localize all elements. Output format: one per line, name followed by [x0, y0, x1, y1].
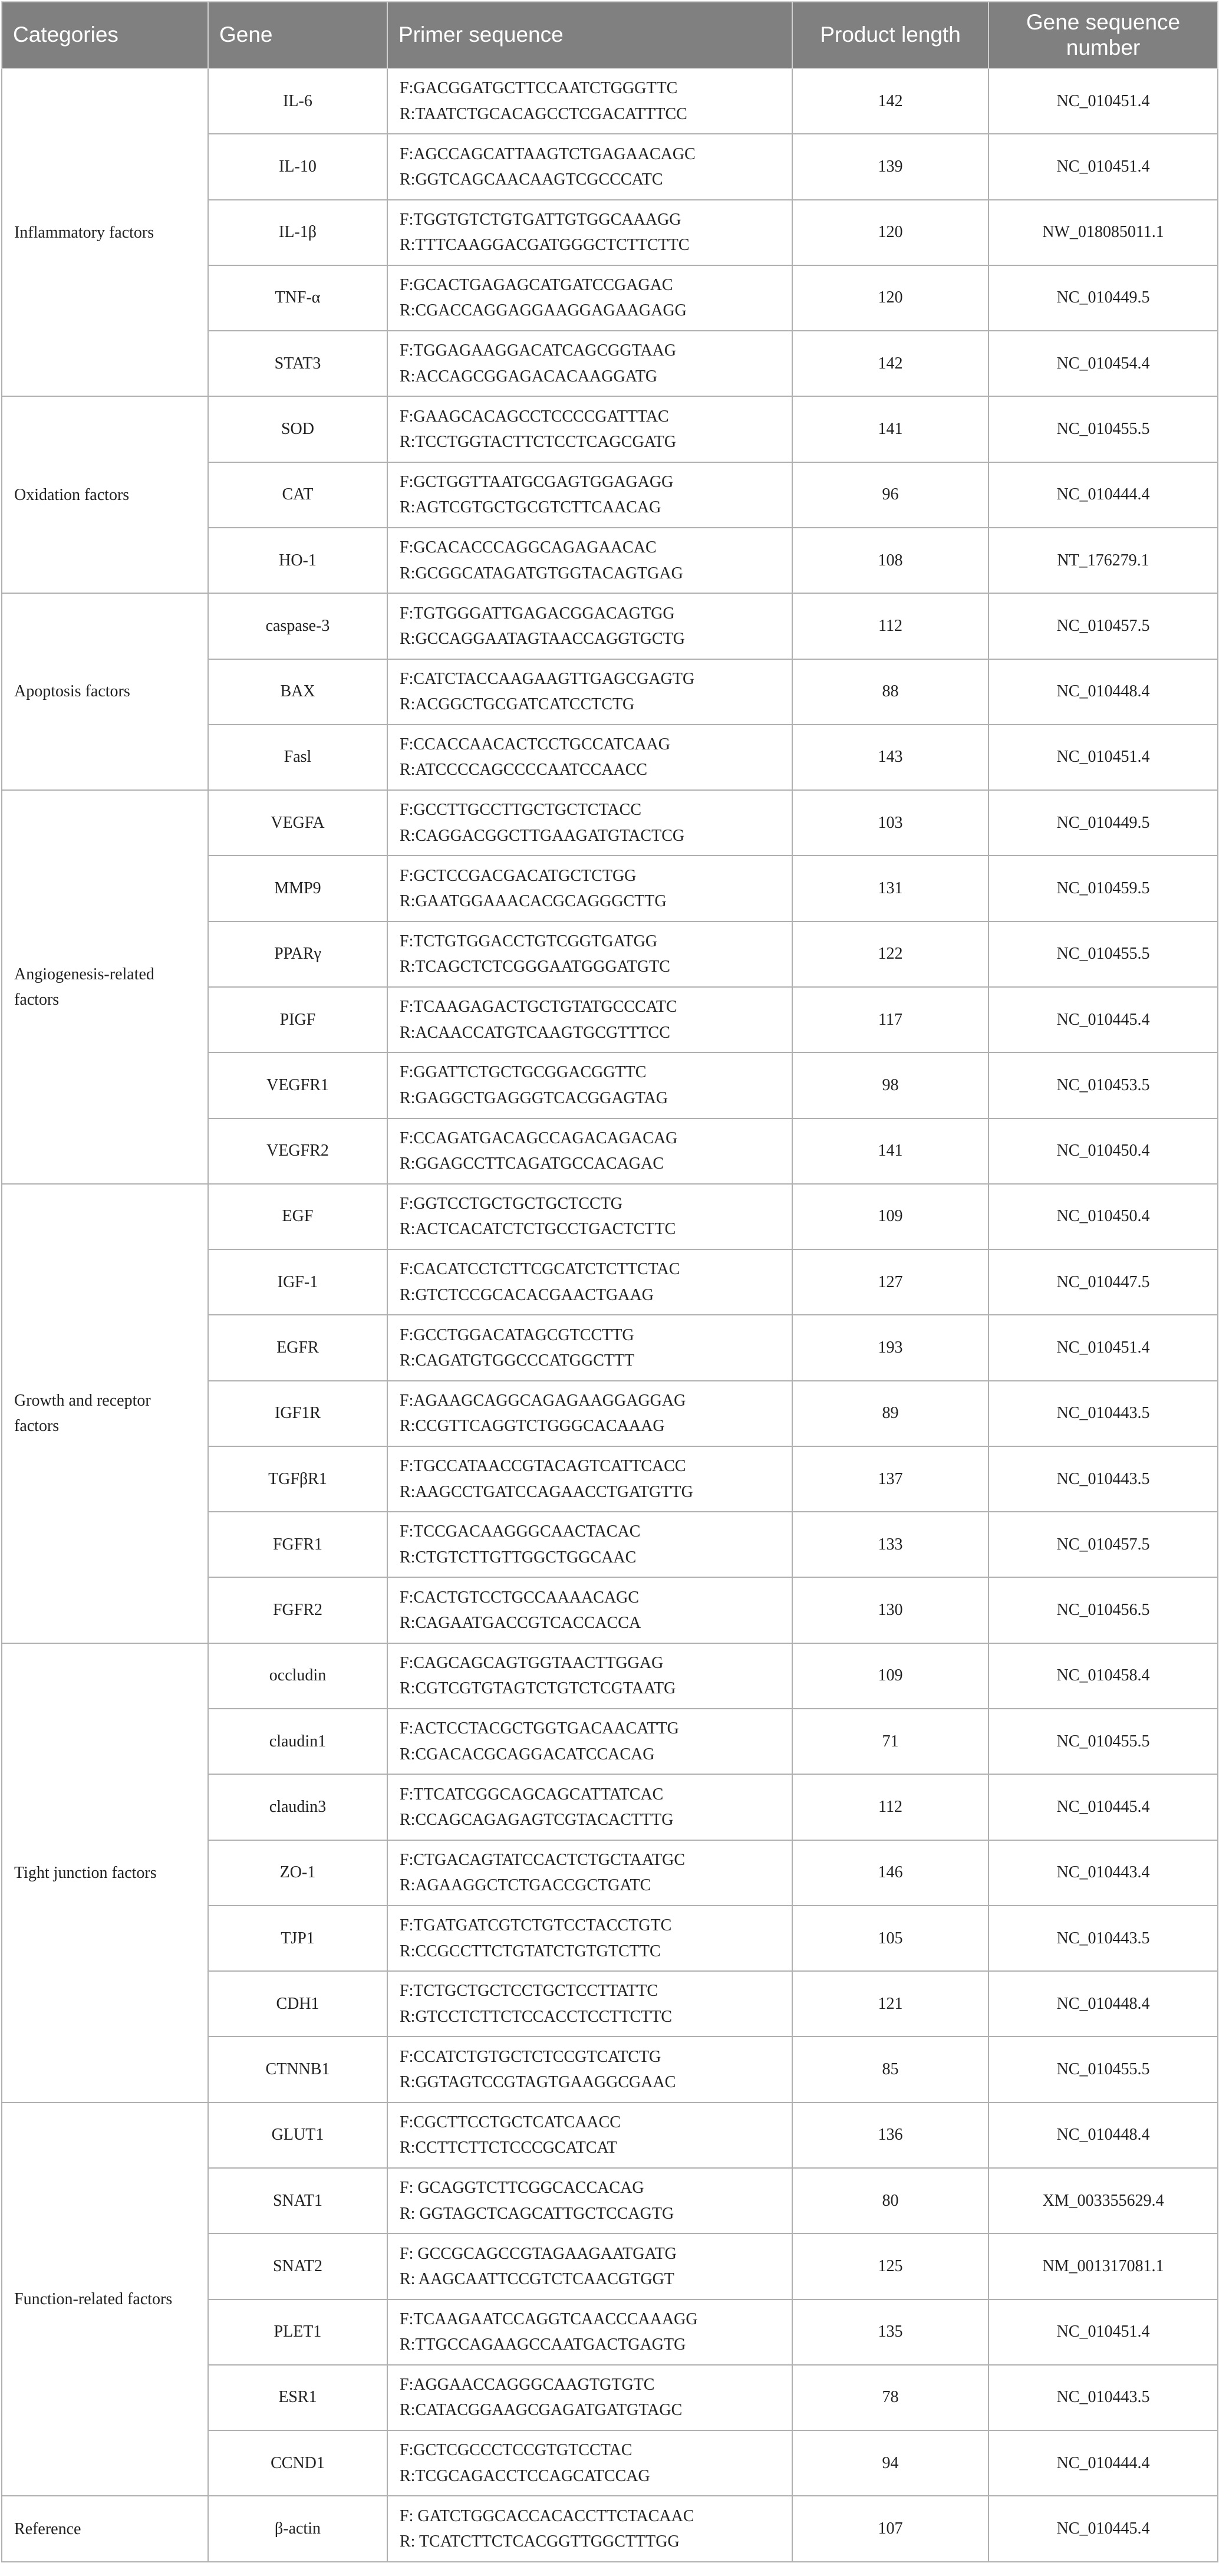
reverse-primer: R:GGTAGTCCGTAGTGAAGGCGAAC	[400, 2073, 676, 2092]
primer-sequence-cell	[387, 68, 792, 134]
gene-cell: CTNNB1	[208, 2037, 387, 2102]
product-length-cell: 131	[792, 856, 989, 921]
forward-primer: F:ACTCCTACGCTGGTGACAACATTG	[400, 1719, 679, 1738]
forward-primer: F:AGGAACCAGGGCAAGTGTGTC	[400, 2376, 655, 2394]
forward-primer: F:TCCGACAAGGGCAACTACAC	[400, 1522, 641, 1541]
forward-primer: F:GCTCCGACGACATGCTCTGG	[400, 866, 637, 885]
product-length-cell: 136	[792, 2103, 989, 2168]
primer-sequence-cell	[387, 2103, 792, 2168]
primer-sequence-cell	[387, 528, 792, 593]
gene-sequence-number-cell: NC_010443.4	[989, 1840, 1218, 1906]
forward-primer: F:GCCTGGACATAGCGTCCTTG	[400, 1325, 634, 1344]
reverse-primer: R:GTCCTCTTCTCCACCTCCTTCTTC	[400, 2007, 673, 2026]
reverse-primer: R:ACGGCTGCGATCATCCTCTG	[400, 695, 635, 714]
reverse-primer: R:CCGCCTTCTGTATCTGTGTCTTC	[400, 1942, 661, 1960]
product-length-cell: 130	[792, 1577, 989, 1643]
gene-sequence-number-cell: NC_010450.4	[989, 1184, 1218, 1249]
gene-cell: FGFR1	[208, 1512, 387, 1577]
reverse-primer: R:GAATGGAAACACGCAGGGCTTG	[400, 892, 667, 911]
gene-cell: VEGFR1	[208, 1052, 387, 1118]
primer-sequence-cell	[387, 2365, 792, 2430]
primer-sequence-cell	[387, 1315, 792, 1380]
gene-cell: IGF1R	[208, 1381, 387, 1446]
gene-cell: IL-1β	[208, 200, 387, 265]
forward-primer: F:TCTGTGGACCTGTCGGTGATGG	[400, 932, 658, 950]
primer-sequence-cell	[387, 2168, 792, 2233]
reverse-primer: R:CCAGCAGAGAGTCGTACACTTTG	[400, 1810, 674, 1829]
gene-cell: IL-6	[208, 68, 387, 134]
gene-cell: BAX	[208, 659, 387, 725]
gene-cell: TNF-α	[208, 265, 387, 331]
reverse-primer: R:ACAACCATGTCAAGTGCGTTTCC	[400, 1023, 670, 1042]
gene-cell: claudin1	[208, 1709, 387, 1774]
gene-sequence-number-cell: NC_010457.5	[989, 1512, 1218, 1577]
gene-cell: VEGFA	[208, 790, 387, 856]
forward-primer: F:TCAAGAATCCAGGTCAACCCAAAGG	[400, 2309, 698, 2328]
gene-sequence-number-cell: NC_010449.5	[989, 265, 1218, 331]
product-length-cell: 121	[792, 1971, 989, 2037]
gene-sequence-number-cell: NC_010455.5	[989, 922, 1218, 987]
product-length-cell: 112	[792, 1774, 989, 1840]
reverse-primer: R:ACCAGCGGAGACACAAGGATG	[400, 367, 658, 386]
primer-sequence-cell	[387, 2496, 792, 2562]
reverse-primer: R:GCCAGGAATAGTAACCAGGTGCTG	[400, 629, 685, 648]
primer-sequence-cell	[387, 1840, 792, 1906]
forward-primer: F:CATCTACCAAGAAGTTGAGCGAGTG	[400, 669, 695, 688]
primer-sequence-cell	[387, 1052, 792, 1118]
product-length-cell: 117	[792, 987, 989, 1052]
product-length-cell: 78	[792, 2365, 989, 2430]
gene-cell: β-actin	[208, 2496, 387, 2562]
product-length-cell: 133	[792, 1512, 989, 1577]
forward-primer: F:TCAAGAGACTGCTGTATGCCCATC	[400, 998, 677, 1016]
reverse-primer: R:CGACACGCAGGACATCCACAG	[400, 1745, 655, 1764]
gene-cell: PIGF	[208, 987, 387, 1052]
reverse-primer: R:GAGGCTGAGGGTCACGGAGTAG	[400, 1088, 668, 1107]
primer-sequence-cell	[387, 331, 792, 396]
gene-sequence-number-cell: NC_010447.5	[989, 1249, 1218, 1315]
primer-sequence-cell	[387, 1184, 792, 1249]
product-length-cell: 94	[792, 2430, 989, 2496]
primer-sequence-cell	[387, 856, 792, 921]
reverse-primer: R:CGTCGTGTAGTCTGTCTCGTAATG	[400, 1679, 676, 1698]
primer-sequence-cell	[387, 1643, 792, 1709]
reverse-primer: R:TTTCAAGGACGATGGGCTCTTCTTC	[400, 236, 690, 255]
primer-sequence-cell	[387, 1512, 792, 1577]
forward-primer: F:AGCCAGCATTAAGTCTGAGAACAGC	[400, 144, 696, 163]
forward-primer: F:GACGGATGCTTCCAATCTGGGTTC	[400, 79, 678, 98]
gene-cell: occludin	[208, 1643, 387, 1709]
product-length-cell: 88	[792, 659, 989, 725]
product-length-cell: 120	[792, 265, 989, 331]
primer-sequence-cell	[387, 2037, 792, 2102]
gene-sequence-number-cell: NC_010444.4	[989, 462, 1218, 528]
reverse-primer: R:CGACCAGGAGGAAGGAGAAGAGG	[400, 301, 687, 320]
gene-cell: IL-10	[208, 134, 387, 199]
table-row	[2, 2103, 1218, 2168]
gene-sequence-number-cell: NC_010451.4	[989, 2299, 1218, 2365]
primer-sequence-cell	[387, 1971, 792, 2037]
gene-cell: IGF-1	[208, 1249, 387, 1315]
header-row	[2, 2, 1218, 68]
gene-sequence-number-cell: NC_010451.4	[989, 725, 1218, 790]
gene-cell: TGFβR1	[208, 1446, 387, 1512]
forward-primer: F:GCTCGCCCTCCGTGTCCTAC	[400, 2441, 632, 2460]
primer-sequence-cell	[387, 1774, 792, 1840]
gene-cell: SNAT2	[208, 2233, 387, 2299]
product-length-cell: 109	[792, 1643, 989, 1709]
gene-sequence-number-cell: NC_010453.5	[989, 1052, 1218, 1118]
gene-cell: SOD	[208, 396, 387, 462]
product-length-cell: 108	[792, 528, 989, 593]
header-product-length: Product length	[792, 2, 989, 68]
header-gene: Gene	[208, 2, 387, 68]
gene-cell: FGFR2	[208, 1577, 387, 1643]
primer-sequence-cell	[387, 2299, 792, 2365]
table-row	[2, 790, 1218, 856]
gene-cell: TJP1	[208, 1906, 387, 1971]
forward-primer: F: GCAGGTCTTCGGCACCACAG	[400, 2179, 644, 2197]
reverse-primer: R: GGTAGCTCAGCATTGCTCCAGTG	[400, 2204, 674, 2223]
reverse-primer: R:CAGGACGGCTTGAAGATGTACTCG	[400, 826, 685, 845]
table-row	[2, 396, 1218, 462]
product-length-cell: 127	[792, 1249, 989, 1315]
product-length-cell: 135	[792, 2299, 989, 2365]
reverse-primer: R:GTCTCCGCACACGAACTGAAG	[400, 1285, 654, 1304]
forward-primer: F:CAGCAGCAGTGGTAACTTGGAG	[400, 1654, 664, 1672]
forward-primer: F:GCACTGAGAGCATGATCCGAGAC	[400, 276, 673, 295]
gene-cell: CAT	[208, 462, 387, 528]
product-length-cell: 139	[792, 134, 989, 199]
forward-primer: F:TGGAGAAGGACATCAGCGGTAAG	[400, 341, 677, 360]
product-length-cell: 120	[792, 200, 989, 265]
table-row	[2, 2496, 1218, 2562]
gene-cell: caspase-3	[208, 593, 387, 659]
forward-primer: F:TGTGGGATTGAGACGGACAGTGG	[400, 604, 675, 623]
forward-primer: F:TCTGCTGCTCCTGCTCCTTATTC	[400, 1982, 658, 2001]
forward-primer: F:GCACACCCAGGCAGAGAACAC	[400, 538, 657, 557]
gene-cell: EGF	[208, 1184, 387, 1249]
product-length-cell: 143	[792, 725, 989, 790]
forward-primer: F:CCAGATGACAGCCAGACAGACAG	[400, 1129, 678, 1147]
product-length-cell: 98	[792, 1052, 989, 1118]
gene-cell: CDH1	[208, 1971, 387, 2037]
primer-sequence-cell	[387, 790, 792, 856]
header-gene-sequence-number: Gene sequence number	[989, 2, 1218, 68]
product-length-cell: 146	[792, 1840, 989, 1906]
gene-cell: EGFR	[208, 1315, 387, 1380]
reverse-primer: R:TAATCTGCACAGCCTCGACATTTCC	[400, 104, 687, 123]
primer-sequence-cell	[387, 1381, 792, 1446]
reverse-primer: R:CAGAATGACCGTCACCACCA	[400, 1614, 641, 1633]
gene-cell: PPARγ	[208, 922, 387, 987]
product-length-cell: 80	[792, 2168, 989, 2233]
primer-sequence-cell	[387, 1118, 792, 1184]
product-length-cell: 193	[792, 1315, 989, 1380]
forward-primer: F:GAAGCACAGCCTCCCCGATTTAC	[400, 407, 669, 426]
primer-sequence-cell	[387, 593, 792, 659]
forward-primer: F:TTCATCGGCAGCAGCATTATCAC	[400, 1785, 664, 1804]
gene-cell: PLET1	[208, 2299, 387, 2365]
table-row	[2, 68, 1218, 134]
product-length-cell: 89	[792, 1381, 989, 1446]
gene-sequence-number-cell: NC_010450.4	[989, 1118, 1218, 1184]
category-cell: Inflammatory factors	[2, 68, 208, 396]
reverse-primer: R:CTGTCTTGTTGGCTGGCAAC	[400, 1548, 637, 1567]
reverse-primer: R:AAGCCTGATCCAGAACCTGATGTTG	[400, 1482, 693, 1501]
gene-sequence-number-cell: NC_010456.5	[989, 1577, 1218, 1643]
gene-sequence-number-cell: NC_010448.4	[989, 1971, 1218, 2037]
gene-sequence-number-cell: NC_010448.4	[989, 659, 1218, 725]
primer-sequence-cell	[387, 1249, 792, 1315]
product-length-cell: 85	[792, 2037, 989, 2102]
table-row	[2, 1643, 1218, 1709]
reverse-primer: R:TCAGCTCTCGGGAATGGGATGTC	[400, 958, 670, 976]
gene-cell: ZO-1	[208, 1840, 387, 1906]
product-length-cell: 122	[792, 922, 989, 987]
primer-sequence-cell	[387, 2233, 792, 2299]
gene-sequence-number-cell: NC_010445.4	[989, 1774, 1218, 1840]
product-length-cell: 141	[792, 396, 989, 462]
reverse-primer: R:AGAAGGCTCTGACCGCTGATC	[400, 1876, 651, 1895]
product-length-cell: 142	[792, 68, 989, 134]
category-cell: Reference	[2, 2496, 208, 2562]
gene-cell: ESR1	[208, 2365, 387, 2430]
primer-sequence-cell	[387, 1906, 792, 1971]
reverse-primer: R:CCTTCTTCTCCCGCATCAT	[400, 2139, 617, 2157]
table-body	[2, 68, 1218, 2562]
category-cell: Growth and receptor factors	[2, 1184, 208, 1643]
gene-cell: MMP9	[208, 856, 387, 921]
gene-sequence-number-cell: NC_010449.5	[989, 790, 1218, 856]
gene-sequence-number-cell: NC_010458.4	[989, 1643, 1218, 1709]
gene-cell: VEGFR2	[208, 1118, 387, 1184]
reverse-primer: R:CCGTTCAGGTCTGGGCACAAAG	[400, 1417, 665, 1436]
gene-sequence-number-cell: NC_010443.5	[989, 1381, 1218, 1446]
product-length-cell: 103	[792, 790, 989, 856]
primer-sequence-cell	[387, 1446, 792, 1512]
gene-cell: Fasl	[208, 725, 387, 790]
forward-primer: F:GGTCCTGCTGCTGCTCCTG	[400, 1195, 623, 1213]
product-length-cell: 142	[792, 331, 989, 396]
gene-sequence-number-cell: XM_003355629.4	[989, 2168, 1218, 2233]
primer-sequence-cell	[387, 396, 792, 462]
forward-primer: F:CACTGTCCTGCCAAAACAGC	[400, 1588, 640, 1607]
header-primer-sequence: Primer sequence	[387, 2, 792, 68]
gene-sequence-number-cell: NC_010443.5	[989, 1446, 1218, 1512]
table-row	[2, 593, 1218, 659]
gene-sequence-number-cell: NC_010448.4	[989, 2103, 1218, 2168]
category-cell: Angiogenesis-related factors	[2, 790, 208, 1184]
gene-sequence-number-cell: NC_010443.5	[989, 1906, 1218, 1971]
reverse-primer: R:TTGCCAGAAGCCAATGACTGAGTG	[400, 2335, 686, 2354]
primer-sequence-cell	[387, 134, 792, 199]
forward-primer: F:CCATCTGTGCTCTCCGTCATCTG	[400, 2047, 661, 2066]
product-length-cell: 112	[792, 593, 989, 659]
reverse-primer: R:ACTCACATCTCTGCCTGACTCTTC	[400, 1220, 676, 1239]
gene-sequence-number-cell: NC_010444.4	[989, 2430, 1218, 2496]
gene-cell: GLUT1	[208, 2103, 387, 2168]
gene-sequence-number-cell: NM_001317081.1	[989, 2233, 1218, 2299]
gene-cell: STAT3	[208, 331, 387, 396]
forward-primer: F:CCACCAACACTCCTGCCATCAAG	[400, 735, 670, 754]
forward-primer: F:CACATCCTCTTCGCATCTCTTCTAC	[400, 1260, 680, 1279]
table-row	[2, 1184, 1218, 1249]
gene-sequence-number-cell: NC_010455.5	[989, 2037, 1218, 2102]
reverse-primer: R:CAGATGTGGCCCATGGCTTT	[400, 1351, 635, 1370]
gene-sequence-number-cell: NC_010451.4	[989, 68, 1218, 134]
reverse-primer: R:GGTCAGCAACAAGTCGCCCATC	[400, 170, 663, 189]
gene-sequence-number-cell: NC_010451.4	[989, 1315, 1218, 1380]
gene-cell: HO-1	[208, 528, 387, 593]
reverse-primer: R: TCATCTTCTCACGGTTGGCTTTGG	[400, 2532, 680, 2551]
gene-cell: SNAT1	[208, 2168, 387, 2233]
forward-primer: F: GATCTGGCACCACACCTTCTACAAC	[400, 2506, 694, 2525]
gene-sequence-number-cell: NC_010445.4	[989, 987, 1218, 1052]
forward-primer: F:CTGACAGTATCCACTCTGCTAATGC	[400, 1850, 685, 1869]
product-length-cell: 105	[792, 1906, 989, 1971]
product-length-cell: 125	[792, 2233, 989, 2299]
forward-primer: F: GCCGCAGCCGTAGAAGAATGATG	[400, 2244, 677, 2263]
gene-sequence-number-cell: NT_176279.1	[989, 528, 1218, 593]
gene-cell: claudin3	[208, 1774, 387, 1840]
reverse-primer: R:CATACGGAAGCGAGATGATGTAGC	[400, 2401, 683, 2420]
category-cell: Tight junction factors	[2, 1643, 208, 2103]
primer-sequence-cell	[387, 725, 792, 790]
product-length-cell: 96	[792, 462, 989, 528]
product-length-cell: 107	[792, 2496, 989, 2562]
forward-primer: F:TGATGATCGTCTGTCCTACCTGTC	[400, 1916, 672, 1935]
reverse-primer: R:ATCCCCAGCCCCAATCCAACC	[400, 761, 648, 779]
primer-sequence-cell	[387, 987, 792, 1052]
primer-sequence-cell	[387, 1709, 792, 1774]
gene-sequence-number-cell: NC_010451.4	[989, 134, 1218, 199]
gene-cell: CCND1	[208, 2430, 387, 2496]
gene-sequence-number-cell: NC_010459.5	[989, 856, 1218, 921]
forward-primer: F:GCTGGTTAATGCGAGTGGAGAGG	[400, 472, 674, 491]
forward-primer: F:CGCTTCCTGCTCATCAACC	[400, 2113, 621, 2131]
primer-table	[1, 1, 1218, 2562]
forward-primer: F:GCCTTGCCTTGCTGCTCTACC	[400, 801, 642, 820]
forward-primer: F:TGCCATAACCGTACAGTCATTCACC	[400, 1457, 686, 1476]
primer-sequence-cell	[387, 200, 792, 265]
reverse-primer: R:AGTCGTGCTGCGTCTTCAACAG	[400, 498, 661, 517]
gene-sequence-number-cell: NC_010454.4	[989, 331, 1218, 396]
reverse-primer: R:GCGGCATAGATGTGGTACAGTGAG	[400, 564, 683, 583]
primer-sequence-cell	[387, 265, 792, 331]
gene-sequence-number-cell: NC_010457.5	[989, 593, 1218, 659]
primer-sequence-cell	[387, 1577, 792, 1643]
primer-sequence-cell	[387, 2430, 792, 2496]
primer-sequence-cell	[387, 659, 792, 725]
product-length-cell: 71	[792, 1709, 989, 1774]
reverse-primer: R:TCCTGGTACTTCTCCTCAGCGATG	[400, 433, 677, 452]
gene-sequence-number-cell: NC_010445.4	[989, 2496, 1218, 2562]
category-cell: Function-related factors	[2, 2103, 208, 2496]
gene-sequence-number-cell: NC_010455.5	[989, 1709, 1218, 1774]
gene-sequence-number-cell: NC_010455.5	[989, 396, 1218, 462]
forward-primer: F:GGATTCTGCTGCGGACGGTTC	[400, 1063, 647, 1082]
category-cell: Oxidation factors	[2, 396, 208, 593]
reverse-primer: R: AAGCAATTCCGTCTCAACGTGGT	[400, 2269, 674, 2288]
gene-sequence-number-cell: NC_010443.5	[989, 2365, 1218, 2430]
category-cell: Apoptosis factors	[2, 593, 208, 790]
gene-sequence-number-cell: NW_018085011.1	[989, 200, 1218, 265]
reverse-primer: R:TCGCAGACCTCCAGCATCCAG	[400, 2466, 650, 2485]
forward-primer: F:AGAAGCAGGCAGAGAAGGAGGAG	[400, 1391, 686, 1410]
header-categories: Categories	[2, 2, 208, 68]
product-length-cell: 109	[792, 1184, 989, 1249]
primer-sequence-cell	[387, 462, 792, 528]
primer-sequence-cell	[387, 922, 792, 987]
forward-primer: F:TGGTGTCTGTGATTGTGGCAAAGG	[400, 210, 681, 229]
reverse-primer: R:GGAGCCTTCAGATGCCACAGAC	[400, 1154, 664, 1173]
product-length-cell: 141	[792, 1118, 989, 1184]
product-length-cell: 137	[792, 1446, 989, 1512]
